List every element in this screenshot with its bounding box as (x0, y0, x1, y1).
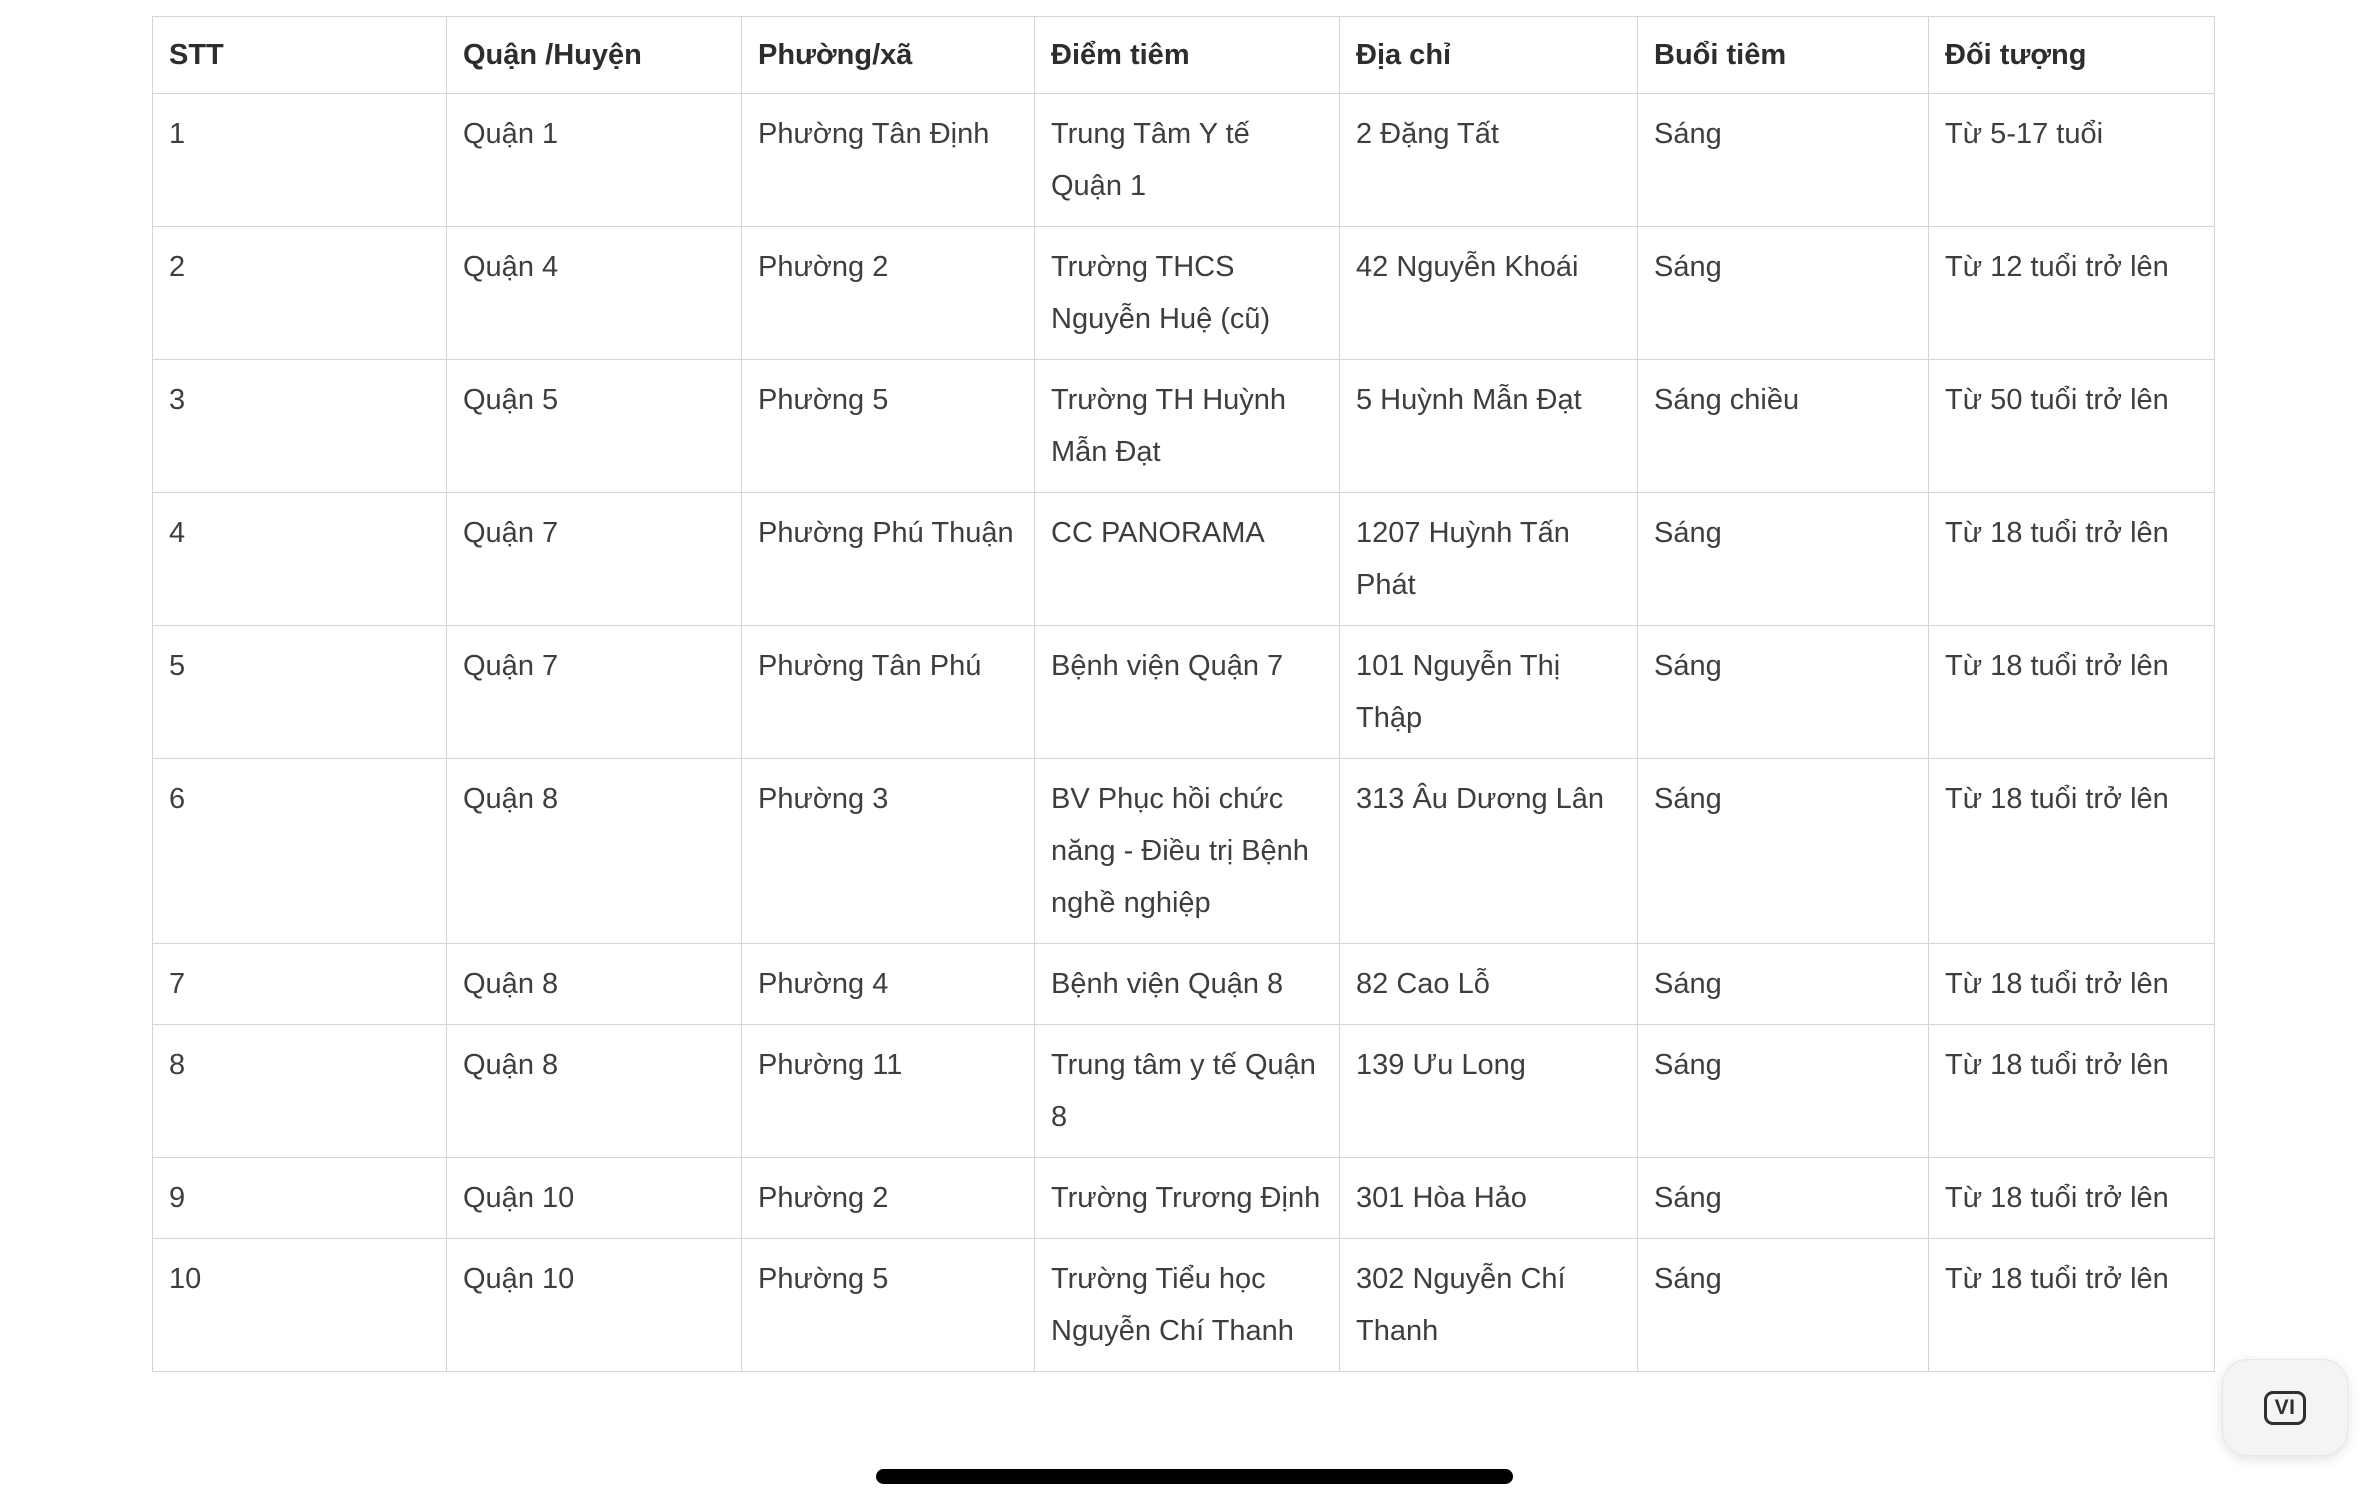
cell-buoi-tiem: Sáng (1638, 1025, 1929, 1158)
cell-diem-tiem: Trung Tâm Y tế Quận 1 (1035, 94, 1340, 227)
table-row (153, 227, 2215, 360)
cell-buoi-tiem: Sáng (1638, 227, 1929, 360)
cell-doi-tuong: Từ 18 tuổi trở lên (1929, 1239, 2215, 1372)
cell-phuong-xa: Phường Phú Thuận (742, 493, 1035, 626)
cell-quan-huyen: Quận 8 (447, 1025, 742, 1158)
cell-diem-tiem: Trường Trương Định (1035, 1158, 1340, 1239)
cell-quan-huyen: Quận 7 (447, 493, 742, 626)
cell-quan-huyen: Quận 1 (447, 94, 742, 227)
cell-stt: 7 (153, 944, 447, 1025)
cell-stt: 1 (153, 94, 447, 227)
cell-doi-tuong: Từ 18 tuổi trở lên (1929, 1025, 2215, 1158)
cell-dia-chi: 1207 Huỳnh Tấn Phát (1340, 493, 1638, 626)
cell-doi-tuong: Từ 18 tuổi trở lên (1929, 759, 2215, 944)
cell-dia-chi: 302 Nguyễn Chí Thanh (1340, 1239, 1638, 1372)
language-badge-button[interactable] (2222, 1359, 2348, 1456)
cell-stt: 2 (153, 227, 447, 360)
cell-buoi-tiem: Sáng (1638, 1158, 1929, 1239)
cell-quan-huyen: Quận 10 (447, 1239, 742, 1372)
table-row (153, 1158, 2215, 1239)
table-row (153, 1025, 2215, 1158)
column-header-buoi-tiem: Buổi tiêm (1638, 17, 1929, 94)
cell-quan-huyen: Quận 8 (447, 944, 742, 1025)
cell-diem-tiem: Trường Tiểu học Nguyễn Chí Thanh (1035, 1239, 1340, 1372)
column-header-doi-tuong: Đối tượng (1929, 17, 2215, 94)
table-row (153, 94, 2215, 227)
cell-phuong-xa: Phường 2 (742, 227, 1035, 360)
cell-stt: 5 (153, 626, 447, 759)
column-header-quan-huyen: Quận /Huyện (447, 17, 742, 94)
table-row (153, 759, 2215, 944)
table-row (153, 1239, 2215, 1372)
cell-dia-chi: 301 Hòa Hảo (1340, 1158, 1638, 1239)
cell-buoi-tiem: Sáng (1638, 944, 1929, 1025)
column-header-stt: STT (153, 17, 447, 94)
vaccination-sites-table (152, 16, 2214, 1372)
cell-diem-tiem: Bệnh viện Quận 7 (1035, 626, 1340, 759)
cell-dia-chi: 101 Nguyễn Thị Thập (1340, 626, 1638, 759)
column-header-dia-chi: Địa chỉ (1340, 17, 1638, 94)
cell-buoi-tiem: Sáng (1638, 626, 1929, 759)
table-row (153, 493, 2215, 626)
cell-phuong-xa: Phường 11 (742, 1025, 1035, 1158)
cell-dia-chi: 313 Âu Dương Lân (1340, 759, 1638, 944)
cell-doi-tuong: Từ 18 tuổi trở lên (1929, 1158, 2215, 1239)
cell-stt: 4 (153, 493, 447, 626)
cell-buoi-tiem: Sáng (1638, 94, 1929, 227)
cell-phuong-xa: Phường Tân Phú (742, 626, 1035, 759)
table-row (153, 360, 2215, 493)
cell-dia-chi: 82 Cao Lỗ (1340, 944, 1638, 1025)
cell-diem-tiem: Trường THCS Nguyễn Huệ (cũ) (1035, 227, 1340, 360)
cell-dia-chi: 139 Ưu Long (1340, 1025, 1638, 1158)
cell-dia-chi: 5 Huỳnh Mẫn Đạt (1340, 360, 1638, 493)
cell-quan-huyen: Quận 4 (447, 227, 742, 360)
cell-quan-huyen: Quận 5 (447, 360, 742, 493)
cell-diem-tiem: Trung tâm y tế Quận 8 (1035, 1025, 1340, 1158)
language-vi-icon: VI (2264, 1391, 2307, 1425)
cell-buoi-tiem: Sáng (1638, 493, 1929, 626)
cell-doi-tuong: Từ 50 tuổi trở lên (1929, 360, 2215, 493)
column-header-diem-tiem: Điểm tiêm (1035, 17, 1340, 94)
cell-diem-tiem: BV Phục hồi chức năng - Điều trị Bệnh nghề nghiệp (1035, 759, 1340, 944)
cell-phuong-xa: Phường Tân Định (742, 94, 1035, 227)
cell-stt: 10 (153, 1239, 447, 1372)
cell-doi-tuong: Từ 5-17 tuổi (1929, 94, 2215, 227)
cell-quan-huyen: Quận 10 (447, 1158, 742, 1239)
home-indicator-bar[interactable] (876, 1469, 1513, 1484)
cell-buoi-tiem: Sáng chiều (1638, 360, 1929, 493)
cell-diem-tiem: Trường TH Huỳnh Mẫn Đạt (1035, 360, 1340, 493)
cell-quan-huyen: Quận 8 (447, 759, 742, 944)
cell-phuong-xa: Phường 5 (742, 1239, 1035, 1372)
column-header-phuong-xa: Phường/xã (742, 17, 1035, 94)
cell-dia-chi: 42 Nguyễn Khoái (1340, 227, 1638, 360)
cell-doi-tuong: Từ 18 tuổi trở lên (1929, 493, 2215, 626)
cell-doi-tuong: Từ 12 tuổi trở lên (1929, 227, 2215, 360)
cell-phuong-xa: Phường 2 (742, 1158, 1035, 1239)
cell-phuong-xa: Phường 5 (742, 360, 1035, 493)
cell-buoi-tiem: Sáng (1638, 1239, 1929, 1372)
cell-stt: 8 (153, 1025, 447, 1158)
cell-buoi-tiem: Sáng (1638, 759, 1929, 944)
cell-doi-tuong: Từ 18 tuổi trở lên (1929, 944, 2215, 1025)
header-row (153, 17, 2215, 94)
table-row (153, 626, 2215, 759)
cell-phuong-xa: Phường 4 (742, 944, 1035, 1025)
cell-stt: 3 (153, 360, 447, 493)
table-row (153, 944, 2215, 1025)
cell-quan-huyen: Quận 7 (447, 626, 742, 759)
cell-diem-tiem: CC PANORAMA (1035, 493, 1340, 626)
cell-phuong-xa: Phường 3 (742, 759, 1035, 944)
cell-stt: 9 (153, 1158, 447, 1239)
cell-doi-tuong: Từ 18 tuổi trở lên (1929, 626, 2215, 759)
cell-dia-chi: 2 Đặng Tất (1340, 94, 1638, 227)
cell-diem-tiem: Bệnh viện Quận 8 (1035, 944, 1340, 1025)
cell-stt: 6 (153, 759, 447, 944)
